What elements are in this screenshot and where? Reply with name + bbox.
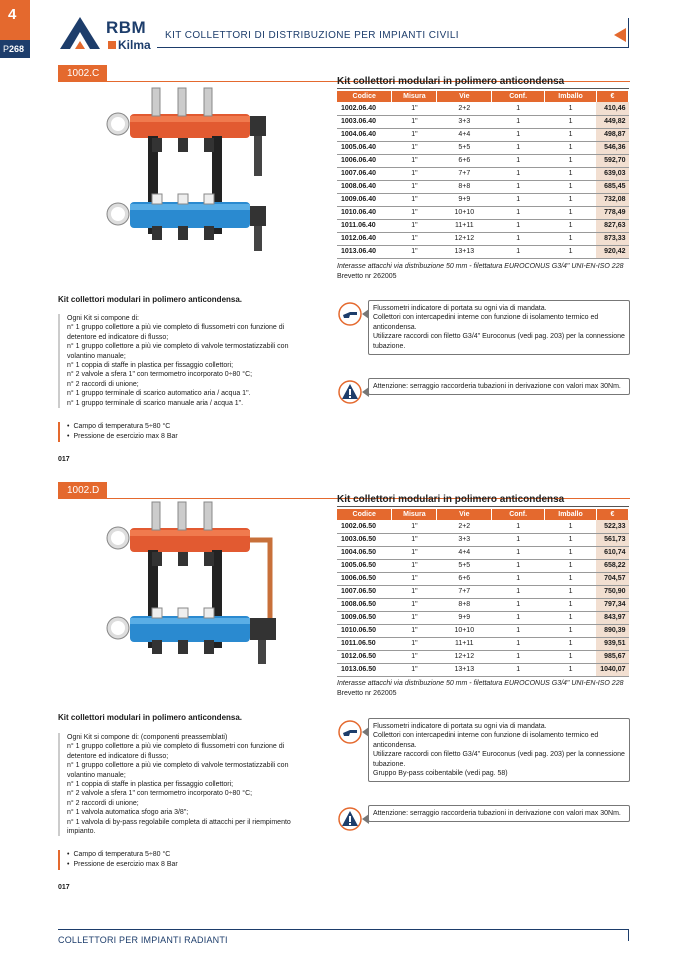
price-cell: 610,74	[596, 546, 628, 559]
kilma-square-icon	[108, 41, 116, 49]
pack-cell: 1	[492, 546, 545, 559]
brand-name: RBM	[106, 18, 147, 37]
size-cell: 1"	[392, 245, 437, 258]
pack-cell: 1	[492, 141, 545, 154]
column-header: Imballo	[545, 91, 597, 102]
price-cell: 732,08	[596, 193, 628, 206]
column-header: Conf.	[492, 91, 545, 102]
table-row	[337, 141, 629, 154]
product-code-cell: 1010.06.40	[337, 206, 392, 219]
table-row	[337, 650, 629, 663]
size-cell: 1"	[392, 663, 437, 676]
ways-cell: 2+2	[437, 102, 492, 115]
sub-brand-name: Kilma	[118, 38, 151, 52]
info-line: Flussometri indicatore di portata su ogni via di mandata.	[373, 723, 547, 730]
product-code-cell: 1006.06.40	[337, 154, 392, 167]
price-cell: 1040,07	[596, 663, 628, 676]
table-body	[337, 102, 629, 258]
price-cell: 639,03	[596, 167, 628, 180]
description-line: n° 1 coppia di staffe in plastica per fissaggio collettori;	[67, 781, 234, 789]
description-line: n° 1 gruppo collettore a più vie completo di flussometri con funzione di detentore ed indicatore di flusso;	[67, 743, 285, 760]
price-cell: 920,42	[596, 245, 628, 258]
ways-cell: 11+11	[437, 637, 492, 650]
pack-cell: 1	[492, 180, 545, 193]
packaging-cell: 1	[545, 141, 597, 154]
pack-cell: 1	[492, 167, 545, 180]
price-table	[337, 91, 629, 259]
table-row	[337, 572, 629, 585]
ways-cell: 9+9	[437, 193, 492, 206]
size-cell: 1"	[392, 520, 437, 533]
ways-cell: 8+8	[437, 598, 492, 611]
table-row	[337, 520, 629, 533]
thread-note: Interasse attacchi via distribuzione 50 mm - filettatura EUROCONUS G3/4" UNI-EN-ISO 228	[337, 263, 624, 270]
price-cell: 546,36	[596, 141, 628, 154]
ways-cell: 4+4	[437, 128, 492, 141]
pack-cell: 1	[492, 663, 545, 676]
pack-cell: 1	[492, 115, 545, 128]
table-note	[337, 262, 623, 282]
spec-item: • Pressione de esercizio max 8 Bar	[67, 432, 313, 442]
product-code-cell: 1004.06.50	[337, 546, 392, 559]
table-row	[337, 232, 629, 245]
description-line: n° 1 gruppo terminale di scarico automatico aria / acqua 1".	[67, 390, 251, 398]
info-line: Gruppo By-pass coibentabile (vedi pag. 58)	[373, 770, 508, 778]
warning-text: Attenzione: serraggio raccorderia tubazioni in derivazione con valori max 30Nm.	[373, 383, 621, 390]
pack-cell: 1	[492, 559, 545, 572]
warning-box	[368, 805, 630, 822]
price-cell: 778,49	[596, 206, 628, 219]
ways-cell: 10+10	[437, 206, 492, 219]
table-row	[337, 637, 629, 650]
size-cell: 1"	[392, 559, 437, 572]
size-cell: 1"	[392, 598, 437, 611]
manifold-photo	[80, 500, 292, 700]
ways-cell: 5+5	[437, 141, 492, 154]
pack-cell: 1	[492, 611, 545, 624]
size-cell: 1"	[392, 206, 437, 219]
footer-title: COLLETTORI PER IMPIANTI RADIANTI	[58, 935, 228, 945]
spec-item: • Campo di temperatura 5÷80 °C	[67, 422, 313, 432]
description-line: n° 1 gruppo terminale di scarico manuale aria / acqua 1".	[67, 399, 244, 407]
size-cell: 1"	[392, 533, 437, 546]
description-line: n° 1 gruppo collettore a più vie completo di flussometri con funzione di detentore ed indicatore di flusso;	[67, 324, 285, 341]
page-prefix: P	[3, 44, 10, 54]
packaging-cell: 1	[545, 533, 597, 546]
section-label: 1002.C	[58, 65, 107, 82]
product-code-cell: 1003.06.50	[337, 533, 392, 546]
ways-cell: 5+5	[437, 559, 492, 572]
pack-cell: 1	[492, 624, 545, 637]
size-cell: 1"	[392, 572, 437, 585]
pack-cell: 1	[492, 520, 545, 533]
ways-cell: 12+12	[437, 232, 492, 245]
pack-cell: 1	[492, 102, 545, 115]
column-header: €	[596, 91, 628, 102]
packaging-cell: 1	[545, 650, 597, 663]
ways-cell: 6+6	[437, 154, 492, 167]
price-cell: 873,33	[596, 232, 628, 245]
product-code-cell: 1008.06.40	[337, 180, 392, 193]
page-number: 268	[9, 44, 25, 54]
packaging-cell: 1	[545, 232, 597, 245]
info-line: Utilizzare raccordi con filetto G3/4" Euroconus (vedi pag. 203) per la connessione tubazione.	[373, 333, 625, 350]
size-cell: 1"	[392, 167, 437, 180]
description-box	[58, 314, 313, 408]
product-code-cell: 1012.06.50	[337, 650, 392, 663]
thread-note: Interasse attacchi via distribuzione 50 mm - filettatura EUROCONUS G3/4" UNI-EN-ISO 228	[337, 680, 624, 687]
size-cell: 1"	[392, 650, 437, 663]
spec-list	[58, 422, 313, 442]
header-arrow-icon	[614, 28, 626, 42]
size-cell: 1"	[392, 102, 437, 115]
table-row	[337, 128, 629, 141]
packaging-cell: 1	[545, 572, 597, 585]
description-title: Kit collettori modulari in polimero anticondensa.	[58, 295, 243, 304]
packaging-cell: 1	[545, 167, 597, 180]
packaging-cell: 1	[545, 128, 597, 141]
logo-triangle-icon	[58, 15, 102, 51]
product-code-cell: 1010.06.50	[337, 624, 392, 637]
ways-cell: 8+8	[437, 180, 492, 193]
warning-icon	[338, 380, 362, 404]
size-cell: 1"	[392, 193, 437, 206]
price-cell: 797,34	[596, 598, 628, 611]
product-code-cell: 1003.06.40	[337, 115, 392, 128]
price-cell: 939,51	[596, 637, 628, 650]
packaging-cell: 1	[545, 624, 597, 637]
description-line: n° 2 valvole a sfera 1" con termometro incorporato 0÷80 °C;	[67, 790, 253, 798]
table-row	[337, 663, 629, 676]
description-line: n° 1 valvola automatica sfogo aria 3/8";	[67, 809, 189, 817]
price-cell: 658,22	[596, 559, 628, 572]
column-header: Vie	[437, 91, 492, 102]
product-code-cell: 1006.06.50	[337, 572, 392, 585]
column-header: Codice	[337, 91, 392, 102]
pack-cell: 1	[492, 232, 545, 245]
price-cell: 827,63	[596, 219, 628, 232]
pack-cell: 1	[492, 650, 545, 663]
product-code-cell: 1007.06.50	[337, 585, 392, 598]
size-cell: 1"	[392, 141, 437, 154]
packaging-cell: 1	[545, 611, 597, 624]
ways-cell: 7+7	[437, 585, 492, 598]
table-title: Kit collettori modulari in polimero anticondensa	[337, 76, 565, 87]
size-cell: 1"	[392, 115, 437, 128]
size-cell: 1"	[392, 154, 437, 167]
price-cell: 890,39	[596, 624, 628, 637]
price-cell: 498,87	[596, 128, 628, 141]
ways-cell: 7+7	[437, 167, 492, 180]
pack-cell: 1	[492, 245, 545, 258]
column-header: €	[596, 509, 628, 520]
table-row	[337, 624, 629, 637]
table-body	[337, 520, 629, 676]
packaging-cell: 1	[545, 245, 597, 258]
description-line: n° 2 raccordi di unione;	[67, 799, 139, 807]
packaging-cell: 1	[545, 520, 597, 533]
packaging-cell: 1	[545, 115, 597, 128]
price-cell: 410,46	[596, 102, 628, 115]
size-cell: 1"	[392, 624, 437, 637]
brand-logo	[58, 15, 154, 55]
table-header-row	[337, 91, 629, 102]
column-header: Vie	[437, 509, 492, 520]
table-title-rule	[337, 88, 629, 89]
pack-cell: 1	[492, 533, 545, 546]
price-table	[337, 509, 629, 677]
price-cell: 685,45	[596, 180, 628, 193]
product-code-cell: 1005.06.50	[337, 559, 392, 572]
product-code-cell: 1011.06.40	[337, 219, 392, 232]
product-code-cell: 1002.06.50	[337, 520, 392, 533]
patent-note: Brevetto nr 262005	[337, 273, 397, 280]
product-code-cell: 1004.06.40	[337, 128, 392, 141]
table-row	[337, 245, 629, 258]
product-code-cell: 1012.06.40	[337, 232, 392, 245]
table-title-rule	[337, 506, 629, 507]
pack-cell: 1	[492, 128, 545, 141]
packaging-cell: 1	[545, 546, 597, 559]
ways-cell: 13+13	[437, 245, 492, 258]
table-row	[337, 115, 629, 128]
product-code-cell: 1007.06.40	[337, 167, 392, 180]
ways-cell: 10+10	[437, 624, 492, 637]
warning-box	[368, 378, 630, 395]
product-code-cell: 1005.06.40	[337, 141, 392, 154]
sub-brand	[108, 38, 151, 52]
size-cell: 1"	[392, 611, 437, 624]
chapter-number: 4	[8, 6, 17, 23]
description-line: n° 1 coppia di staffe in plastica per fissaggio collettori;	[67, 362, 234, 370]
ways-cell: 3+3	[437, 533, 492, 546]
table-row	[337, 585, 629, 598]
footer-vertical-divider	[628, 929, 629, 941]
product-code-cell: 1009.06.40	[337, 193, 392, 206]
product-code-cell: 1002.06.40	[337, 102, 392, 115]
packaging-cell: 1	[545, 585, 597, 598]
size-cell: 1"	[392, 232, 437, 245]
pointing-hand-icon	[338, 302, 362, 326]
section-label: 1002.D	[58, 482, 107, 499]
table-header-row	[337, 509, 629, 520]
price-cell: 561,73	[596, 533, 628, 546]
table-row	[337, 598, 629, 611]
table-title: Kit collettori modulari in polimero anticondensa	[337, 494, 565, 505]
table-row	[337, 154, 629, 167]
info-line: Collettori con intercapedini interne con funzione di isolamento termico ed anticondensa.	[373, 732, 599, 749]
chapter-tab	[0, 0, 30, 40]
product-code-cell: 1013.06.50	[337, 663, 392, 676]
spec-item: • Campo di temperatura 5÷80 °C	[67, 850, 313, 860]
description-line: n° 1 gruppo collettore a più vie completo di valvole termostatizzabili con volantino manuale;	[67, 343, 289, 360]
info-line: Flussometri indicatore di portata su ogni via di mandata.	[373, 305, 547, 312]
description-line: n° 1 valvola di by-pass regolabile completa di attacchi per il riempimento impianto.	[67, 818, 291, 836]
warning-text: Attenzione: serraggio raccorderia tubazioni in derivazione con valori max 30Nm.	[373, 810, 621, 817]
spec-item: • Pressione de esercizio max 8 Bar	[67, 860, 313, 870]
description-line: n° 1 gruppo collettore a più vie completo di valvole termostatizzabili con volantino manuale;	[67, 762, 289, 779]
description-line: n° 2 valvole a sfera 1" con termometro incorporato 0÷80 °C;	[67, 371, 253, 379]
pack-cell: 1	[492, 154, 545, 167]
table-note	[337, 679, 623, 699]
table-row	[337, 533, 629, 546]
packaging-cell: 1	[545, 206, 597, 219]
size-cell: 1"	[392, 128, 437, 141]
ways-cell: 9+9	[437, 611, 492, 624]
table-row	[337, 559, 629, 572]
column-header: Codice	[337, 509, 392, 520]
product-code-cell: 1013.06.40	[337, 245, 392, 258]
header-divider	[157, 47, 629, 48]
size-cell: 1"	[392, 219, 437, 232]
ways-cell: 3+3	[437, 115, 492, 128]
description-title: Kit collettori modulari in polimero anticondensa.	[58, 713, 243, 722]
description-box	[58, 733, 313, 836]
table-row	[337, 611, 629, 624]
packaging-cell: 1	[545, 180, 597, 193]
section-footer-code: 017	[58, 884, 70, 891]
pack-cell: 1	[492, 219, 545, 232]
footer-divider	[58, 929, 629, 930]
packaging-cell: 1	[545, 637, 597, 650]
info-box	[368, 718, 630, 782]
packaging-cell: 1	[545, 663, 597, 676]
column-header: Conf.	[492, 509, 545, 520]
table-row	[337, 193, 629, 206]
ways-cell: 13+13	[437, 663, 492, 676]
page-number-tab	[0, 40, 30, 58]
column-header: Misura	[392, 91, 437, 102]
price-cell: 592,70	[596, 154, 628, 167]
product-code-cell: 1008.06.50	[337, 598, 392, 611]
table-row	[337, 546, 629, 559]
column-header: Misura	[392, 509, 437, 520]
pack-cell: 1	[492, 193, 545, 206]
description-line: Ogni Kit si compone di:	[67, 315, 139, 322]
info-line: Utilizzare raccordi con filetto G3/4" Euroconus (vedi pag. 203) per la connessione tubazione.	[373, 751, 625, 768]
packaging-cell: 1	[545, 154, 597, 167]
pack-cell: 1	[492, 637, 545, 650]
size-cell: 1"	[392, 180, 437, 193]
product-code-cell: 1011.06.50	[337, 637, 392, 650]
patent-note: Brevetto nr 262005	[337, 690, 397, 697]
price-cell: 449,82	[596, 115, 628, 128]
header-vertical-divider	[628, 18, 629, 48]
ways-cell: 4+4	[437, 546, 492, 559]
table-row	[337, 102, 629, 115]
description-line: Ogni Kit si compone di: (componenti preassemblati)	[67, 734, 228, 741]
table-row	[337, 180, 629, 193]
price-cell: 750,90	[596, 585, 628, 598]
price-cell: 522,33	[596, 520, 628, 533]
pack-cell: 1	[492, 598, 545, 611]
packaging-cell: 1	[545, 193, 597, 206]
page-title: KIT COLLETTORI DI DISTRIBUZIONE PER IMPIANTI CIVILI	[165, 30, 459, 41]
pack-cell: 1	[492, 206, 545, 219]
packaging-cell: 1	[545, 102, 597, 115]
spec-list	[58, 850, 313, 870]
ways-cell: 6+6	[437, 572, 492, 585]
packaging-cell: 1	[545, 219, 597, 232]
price-cell: 985,67	[596, 650, 628, 663]
column-header: Imballo	[545, 509, 597, 520]
size-cell: 1"	[392, 585, 437, 598]
table-row	[337, 206, 629, 219]
product-code-cell: 1009.06.50	[337, 611, 392, 624]
pointing-hand-icon	[338, 720, 362, 744]
section-footer-code: 017	[58, 456, 70, 463]
description-line: n° 2 raccordi di unione;	[67, 380, 139, 388]
pack-cell: 1	[492, 585, 545, 598]
info-box	[368, 300, 630, 355]
table-row	[337, 219, 629, 232]
price-cell: 843,97	[596, 611, 628, 624]
warning-icon	[338, 807, 362, 831]
ways-cell: 12+12	[437, 650, 492, 663]
packaging-cell: 1	[545, 598, 597, 611]
price-cell: 704,57	[596, 572, 628, 585]
size-cell: 1"	[392, 637, 437, 650]
ways-cell: 11+11	[437, 219, 492, 232]
size-cell: 1"	[392, 546, 437, 559]
ways-cell: 2+2	[437, 520, 492, 533]
packaging-cell: 1	[545, 559, 597, 572]
manifold-photo	[80, 86, 292, 286]
pack-cell: 1	[492, 572, 545, 585]
table-row	[337, 167, 629, 180]
info-line: Collettori con intercapedini interne con funzione di isolamento termico ed anticondensa.	[373, 314, 599, 331]
